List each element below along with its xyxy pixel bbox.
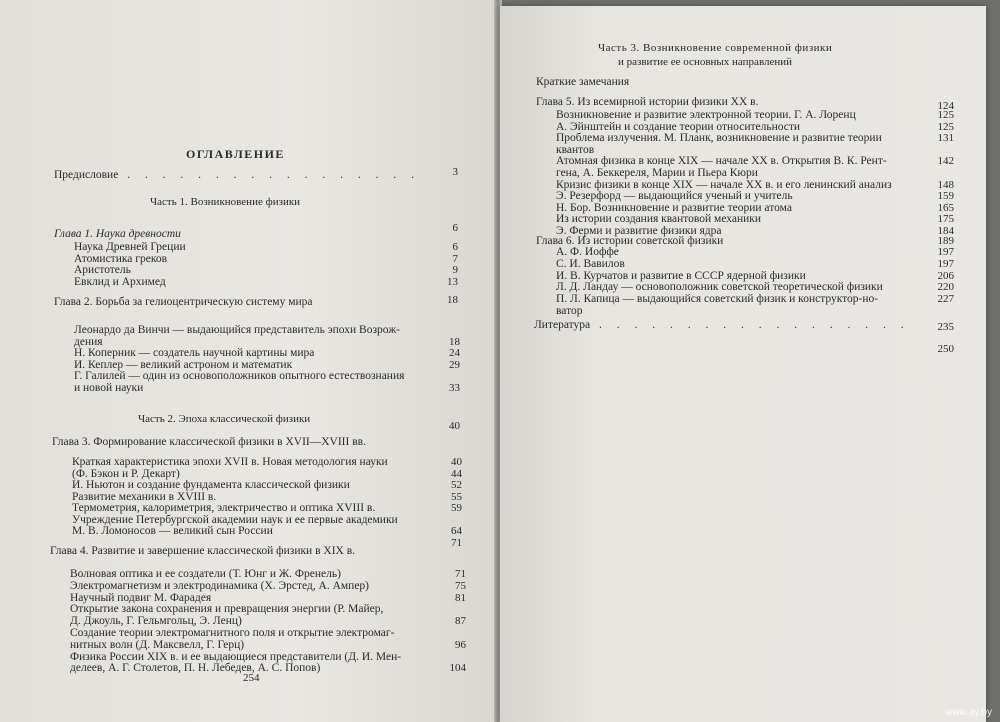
toc-entry: Атомная физика в конце XIX — начале XX в. Открытия В. К. Рент- [556,155,887,168]
toc-entry-page: 184 [937,225,954,237]
toc-entry-page: 24 [449,347,460,359]
toc-entry: Краткая характеристика эпохи XVII в. Новая методология науки [72,456,388,468]
toc-entry: Из истории создания квантовой механики [556,213,762,226]
toc-entry: Аристотель [74,264,131,276]
watermark: www.ay.by [944,707,992,718]
toc-entry-page: 96 [455,638,466,651]
chapter-5-page: 124 [937,100,954,112]
toc-entry: М. В. Ломоносов — великий сын России [72,525,273,537]
toc-entry: Д. Джоуль, Г. Гельмгольц, Э. Ленц) [70,615,242,628]
toc-entry-page: 44 [451,467,462,480]
toc-entry: Э. Ферми и развитие физики ядра [556,225,722,237]
toc-title: ОГЛАВЛЕНИЕ [186,147,285,161]
toc-entry: Наука Древней Греции [74,241,186,253]
toc-entry-page: 59 [451,502,462,514]
toc-entry: Проблема излучения. М. Планк, возникновение и развитие теории [556,132,882,145]
last-page: 250 [937,343,954,355]
chapter-6: Глава 6. Из истории советской физики [536,235,724,247]
toc-entry-page: 131 [937,132,954,145]
toc-entry-page: 13 [447,275,458,288]
chapter-3-page: 40 [449,420,460,432]
toc-entry: дения [74,335,103,348]
toc-entry: Э. Резерфорд — выдающийся ученый и учитель [556,190,793,203]
toc-entry: нитных волн (Д. Максвелл, Г. Герц) [70,638,245,651]
toc-entry: Н. Бор. Возникновение и развитие теории атома [556,201,792,214]
toc-entry: А. Эйнштейн и создание теории относительности [556,120,801,133]
toc-entry-page: 165 [937,201,954,214]
toc-entry: Возникновение и развитие электронной теории. Г. А. Лоренц [556,109,856,121]
toc-entry-page: 142 [937,155,954,168]
chapter-3: Глава 3. Формирование классической физики в XVII—XVIII вв. [52,436,366,448]
toc-entry: Учреждение Петербургской академии наук и ее первые академики [72,513,398,526]
chapter-6-page: 189 [937,235,954,247]
toc-entry: Леонардо да Винчи — выдающийся представитель эпохи Возрож- [74,324,400,336]
toc-entry: Волновая оптика и ее создатели (Т. Юнг и Ж. Френель) [70,568,341,580]
right-page [500,6,986,722]
toc-entry-page: 197 [937,257,954,270]
part-3-heading-line1: Часть 3. Возникновение современной физики [598,42,833,54]
toc-entry-page: 125 [937,120,954,133]
toc-entry-page: 104 [449,662,466,675]
toc-entry: Термометрия, калориметрия, электричество и оптика XVIII в. [72,502,376,514]
notes-entry: Краткие замечания [536,76,630,88]
toc-entry: И. В. Курчатов и развитие в СССР ядерной физики [556,269,806,282]
part-3-heading-line2: и развитие ее основных направлений [618,56,793,68]
toc-entry-page: 6 [452,241,458,253]
preface-entry: Предисловие . . . . . . . . . . . . . . . . . [54,169,421,181]
toc-entry-page: 87 [455,615,466,628]
toc-entry: Создание теории электромагнитного поля и открытие электромаг- [70,627,395,639]
toc-entry-page: 197 [937,246,954,258]
toc-entry-page: 52 [451,479,462,491]
part-2-heading: Часть 2. Эпоха классической физики [138,413,311,425]
toc-entry-page: 64 [451,525,462,537]
toc-entry-page: 29 [449,358,460,371]
toc-entry: Л. Д. Ландау — основоположник советской теоретической физики [556,281,883,294]
toc-entry-page: 220 [937,281,954,294]
toc-entry: Кризис физики в конце XIX — начале XX в. и его ленинский анализ [556,178,892,191]
toc-entry-page: 227 [937,293,954,306]
toc-entry-page: 7 [452,252,458,265]
toc-entry-page: 71 [455,568,466,580]
toc-entry-page: 159 [937,190,954,203]
toc-entry-page: 75 [455,579,466,592]
toc-entry: ватор [556,305,583,317]
toc-entry: С. И. Вавилов [556,257,625,270]
chapter-1-page: 6 [452,222,458,234]
chapter-4: Глава 4. Развитие и завершение классической физики в XIX в. [50,545,356,557]
toc-entry: гена, А. Беккереля, Марии и Пьера Кюри [556,167,758,179]
chapter-1: Глава 1. Наука древности [54,228,181,240]
chapter-5: Глава 5. Из всемирной истории физики XX в. [536,96,759,108]
literature-page: 235 [937,321,954,333]
toc-entry: Открытие закона сохранения и превращения энергии (Р. Майер, [70,603,384,616]
toc-entry: Евклид и Архимед [74,275,166,288]
toc-entry: Электромагнетизм и электродинамика (Х. Эрстед, А. Ампер) [70,579,369,592]
toc-entry: (Ф. Бэкон и Р. Декарт) [72,467,180,480]
toc-entry: делеев, А. Г. Столетов, П. Н. Лебедев, А. С. Попов) [70,662,321,675]
toc-entry-page: 40 [451,456,462,468]
toc-entry-page: 9 [452,264,458,276]
toc-entry: квантов [556,143,595,156]
toc-entry-page: 33 [449,381,460,394]
toc-entry: Научный подвиг М. Фарадея [70,591,212,604]
toc-entry: Г. Галилей — один из основоположников опытного естествознания [74,370,405,382]
page-number: 254 [243,672,260,684]
toc-entry: Физика России XIX в. и ее выдающиеся представители (Д. И. Мен- [70,650,402,663]
toc-entry: и новой науки [74,381,144,394]
toc-entry: И. Ньютон и создание фундамента классической физики [72,479,350,491]
chapter-4-page: 71 [451,537,462,549]
toc-entry-page: 81 [455,591,466,604]
chapter-2-page: 18 [447,294,458,306]
chapter-2: Глава 2. Борьба за гелиоцентрическую систему мира [54,296,313,308]
toc-entry: Н. Коперник — создатель научной картины мира [74,347,315,359]
toc-entry-page: 148 [937,178,954,191]
toc-entry: Развитие механики в XVIII в. [72,490,217,503]
preface-page: 3 [452,166,458,178]
left-page [0,0,496,722]
literature-entry: Литература . . . . . . . . . . . . . . . . . . [534,319,910,331]
toc-entry: П. Л. Капица — выдающийся советский физик и конструктор-но- [556,293,879,306]
toc-entry: И. Кеплер — великий астроном и математик [74,358,293,371]
toc-entry-page: 55 [451,490,462,503]
toc-entry-page: 175 [937,213,954,226]
toc-entry: Атомистика греков [74,252,167,265]
toc-entry: А. Ф. Иоффе [556,246,619,258]
toc-entry-page: 125 [937,109,954,121]
toc-entry-page: 206 [937,269,954,282]
part-1-heading: Часть 1. Возникновение физики [150,196,301,208]
toc-entry-page: 18 [449,335,460,348]
